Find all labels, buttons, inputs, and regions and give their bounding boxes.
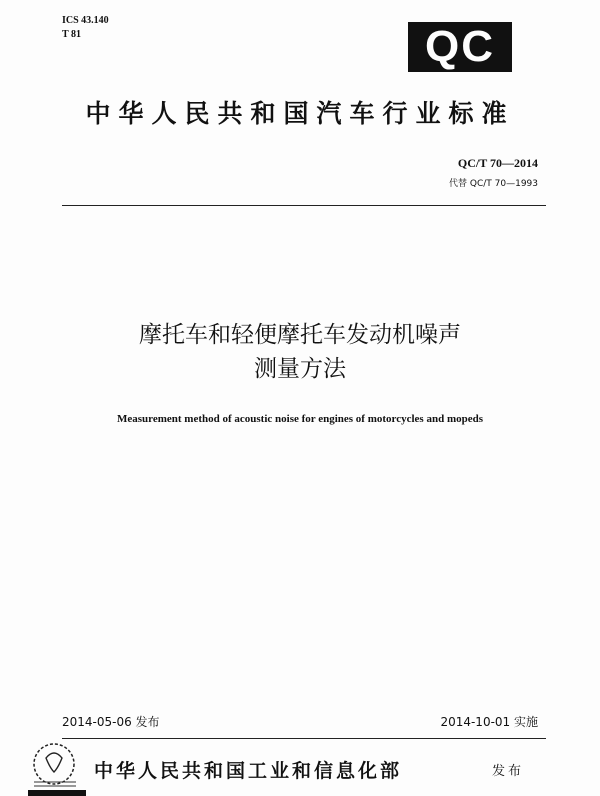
bottom-divider xyxy=(62,738,546,739)
standard-type-heading: 中华人民共和国汽车行业标准 xyxy=(85,99,515,128)
ics-code: ICS 43.140 xyxy=(62,15,109,26)
qc-logo: QC xyxy=(408,22,512,72)
publish-date: 2014-05-06 发布 xyxy=(62,715,160,729)
implement-date: 2014-10-01 实施 xyxy=(440,715,538,729)
chinese-title-line-1: 摩托车和轻便摩托车发动机噪声 xyxy=(139,322,461,348)
publisher-seal-icon xyxy=(24,738,86,796)
classification-code: T 81 xyxy=(62,29,81,40)
chinese-title xyxy=(0,318,600,386)
issue-label: 发布 xyxy=(492,764,525,779)
english-title: Measurement method of acoustic noise for engines of motorcycles and mopeds xyxy=(116,413,484,425)
issuing-authority: 中华人民共和国工业和信息化部 xyxy=(94,760,403,782)
top-divider xyxy=(62,205,546,206)
classification-block xyxy=(62,14,109,42)
replaced-standard: 代替 QC/T 70—1993 xyxy=(449,179,538,189)
standard-number: QC/T 70—2014 xyxy=(457,156,538,170)
chinese-title-line-2: 测量方法 xyxy=(254,356,346,382)
